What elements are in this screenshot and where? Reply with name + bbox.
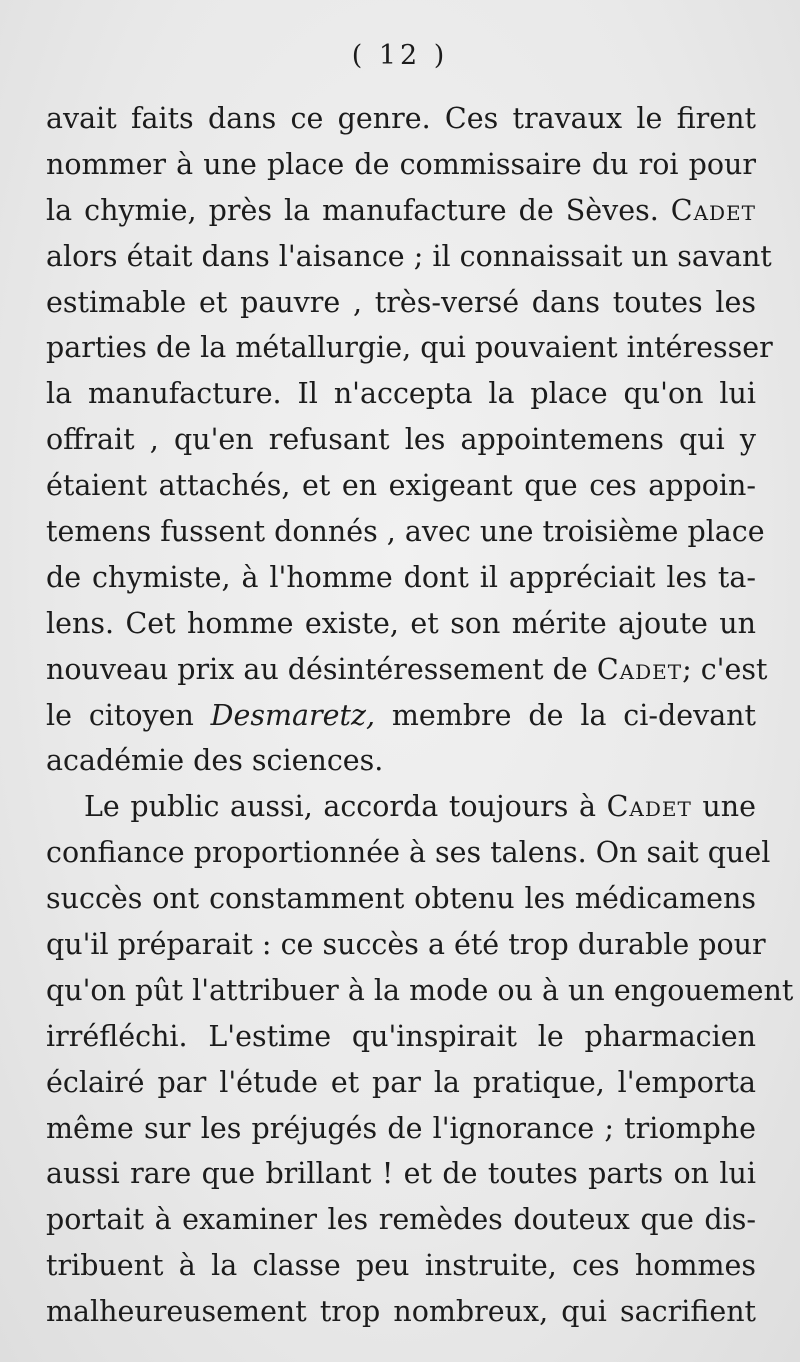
- text-line: alors était dans l'aisance ; il connaissait un savant: [46, 239, 772, 273]
- text-line: parties de la métallurgie, qui pouvaient intéresser: [46, 331, 773, 365]
- text-line: le citoyen Desmaretz, membre de la ci-devant: [46, 698, 756, 732]
- text-line: temens fussent donnés , avec une troisième place: [46, 515, 765, 549]
- body-text: [46, 96, 794, 1335]
- paragraph-start-line: Le public aussi, accorda toujours à Cadet une: [84, 790, 756, 824]
- text-line: même sur les préjugés de l'ignorance ; triomphe: [46, 1111, 756, 1145]
- text-line: aussi rare que brillant ! et de toutes parts on lui: [46, 1157, 756, 1191]
- text-line: avait faits dans ce genre. Ces travaux le firent: [46, 102, 756, 135]
- text-line: succès ont constamment obtenu les médicamens: [46, 882, 756, 916]
- text-line: nommer à une place de commissaire du roi pour: [46, 147, 756, 181]
- text-line: irréfléchi. L'estime qu'inspirait le pharmacien: [46, 1019, 756, 1053]
- text-line: la chymie, près la manufacture de Sèves. Cadet: [46, 193, 756, 227]
- text-line: étaient attachés, et en exigeant que ces appoin-: [46, 469, 756, 503]
- text-line: lens. Cet homme existe, et son mérite ajoute un: [46, 606, 756, 640]
- name-desmaretz: Desmaretz,: [210, 698, 376, 732]
- text-line: estimable et pauvre , très-versé dans toutes les: [46, 285, 756, 319]
- text-line: la manufacture. Il n'accepta la place qu'on lui: [46, 377, 756, 411]
- name-cadet: Cadet: [606, 790, 692, 824]
- text-line: tribuent à la classe peu instruite, ces hommes: [46, 1249, 756, 1283]
- text-line: confiance proportionnée à ses talens. On sait quel: [46, 836, 771, 870]
- text-line: portait à examiner les remèdes douteux que dis-: [46, 1203, 756, 1237]
- name-cadet: Cadet: [670, 193, 756, 227]
- text-line: qu'il préparait : ce succès a été trop durable pour: [46, 928, 766, 962]
- text-line: nouveau prix au désintéressement de Cadet; c'est: [46, 652, 768, 686]
- page-number: ( 12 ): [351, 40, 449, 71]
- text-line: offrait , qu'en refusant les appointemens qui y: [46, 423, 756, 457]
- text-line: éclairé par l'étude et par la pratique, l'emporta: [46, 1065, 756, 1099]
- text-line: qu'on pût l'attribuer à la mode ou à un engouement: [46, 973, 794, 1007]
- name-cadet: Cadet: [596, 652, 683, 686]
- text-line: de chymiste, à l'homme dont il appréciait les ta-: [46, 560, 756, 594]
- paragraph-end-line: académie des sciences.: [46, 744, 384, 778]
- text-line: malheureusement trop nombreux, qui sacrifient: [46, 1295, 756, 1329]
